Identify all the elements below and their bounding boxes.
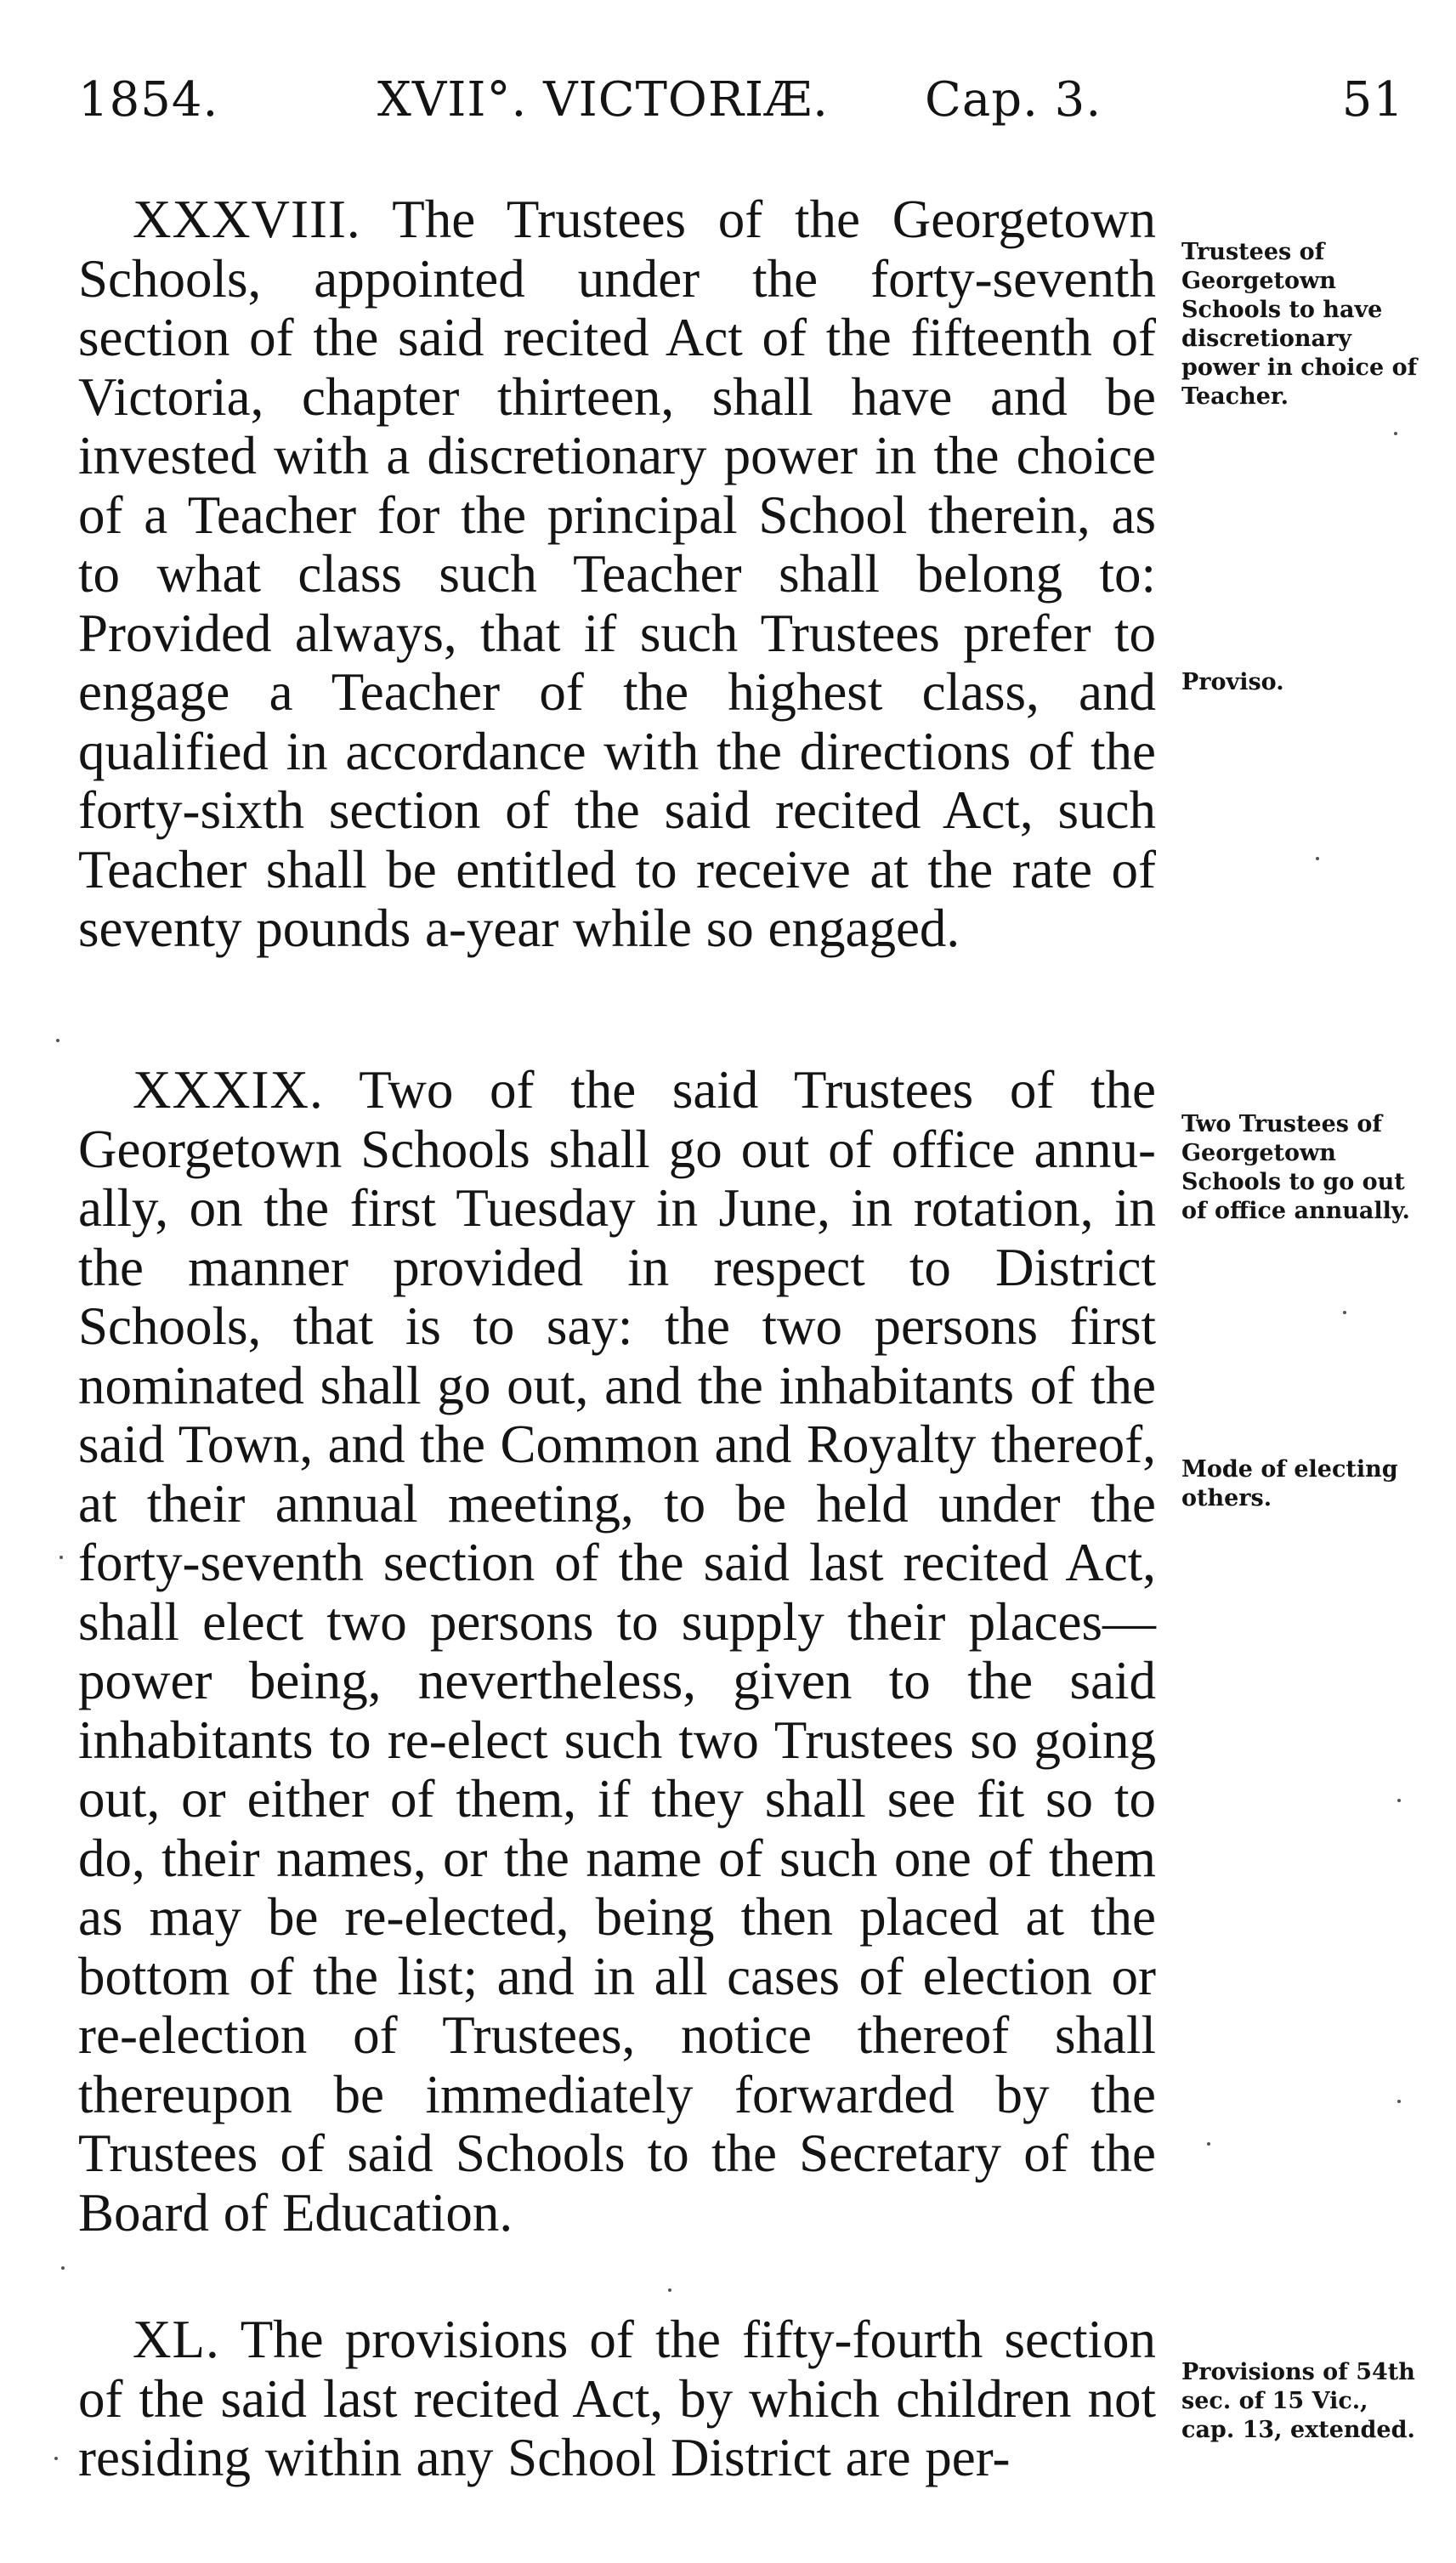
print-speck — [59, 1556, 63, 1559]
margin-note-trustees-power: Trustees of Georgetown Schools to have discretionary power in choice of Teacher. — [1181, 239, 1418, 410]
margin-note-proviso: Proviso. — [1181, 669, 1284, 695]
print-speck — [1394, 432, 1397, 435]
print-speck — [1316, 857, 1319, 860]
running-head-year: 1854. — [78, 72, 219, 128]
print-speck — [1207, 2142, 1210, 2146]
print-speck — [668, 2288, 671, 2292]
section-xxxviii — [78, 190, 1156, 959]
section-number: XXXIX. — [133, 1060, 324, 1120]
print-speck — [1343, 1311, 1346, 1314]
print-speck — [1397, 1799, 1401, 1802]
section-number: XXXVIII. — [133, 190, 361, 249]
section-text: The Trustees of the Georgetown Schools, appointed under the forty-seventh section of the said recited Act of the fifteenth of Victoria, chapter thirteen, shall have and be invested with a discretionary power in the choice of a Teacher for the principal School therein, as to what class such Teacher shall belong to: Provided always, that if such Trustees prefer to engage a Teacher of the highest class, and qualified in accordance with the directions of the forty-sixth section of the said recited Act, such Teacher shall be entitled to receive at the rate of seventy pounds a-year while so engaged. — [78, 190, 1156, 958]
section-paragraph — [78, 2311, 1156, 2488]
print-speck — [54, 2457, 58, 2460]
section-text: The provisions of the fifty-fourth section of the said last recited Act, by which children not residing within any School District are per- — [78, 2310, 1156, 2487]
section-xxxix — [78, 1061, 1156, 2243]
section-number: XL. — [133, 2310, 220, 2369]
print-speck — [56, 1039, 59, 1042]
section-paragraph — [78, 190, 1156, 959]
margin-note-rotation: Two Trustees of Georgetown Schools to go out of office annually. — [1181, 1111, 1410, 1224]
running-head — [78, 66, 1404, 134]
section-xl — [78, 2311, 1156, 2488]
margin-note-provisions-extended: Provisions of 54th sec. of 15 Vic., cap. 13, extended. — [1181, 2359, 1415, 2443]
running-head-reign: XVII°. VICTORIÆ. — [377, 72, 829, 128]
section-paragraph — [78, 1061, 1156, 2243]
running-head-chapter: Cap. 3. — [925, 72, 1102, 128]
print-speck — [61, 2266, 65, 2270]
print-speck — [1397, 2100, 1401, 2103]
page-number: 51 — [1341, 72, 1404, 128]
margin-note-mode-of-electing: Mode of electing others. — [1181, 1456, 1398, 1511]
section-text: Two of the said Trustees of the Georgetown Schools shall go out of office annually, on the first Tuesday in June, in rotation, in the manner provided in respect to District Schools, that is to say: the two persons first nominated shall go out, and the inhabitants of the said Town, and the Common and Royalty thereof, at their annual meeting, to be held under the forty-seventh section of the said last recited Act, shall elect two persons to supply their places—power being, nevertheless, given to the said inhabitants to re-elect such two Trustees so going out, or either of them, if they shall see fit so to do, their names, or the name of such one of them as may be re-elected, being then placed at the bottom of the list; and in all cases of election or re-election of Trustees, notice thereof shall thereupon be immediately forwarded by the Trustees of said Schools to the Secretary of the Board of Education. — [78, 1060, 1156, 2243]
